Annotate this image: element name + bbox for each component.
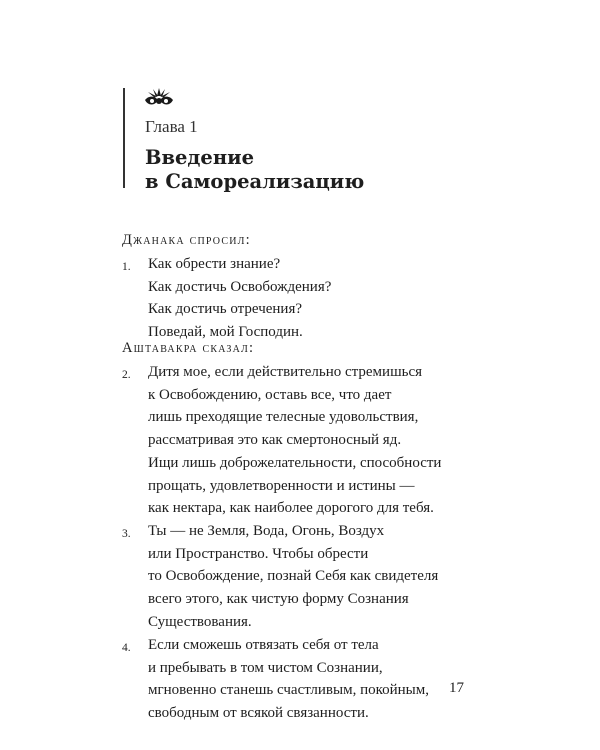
verse-line: то Освобождение, познай Себя как свидетеля [148, 568, 439, 585]
verse-line: свободным от всякой связанности. [148, 705, 369, 722]
chapter-title [145, 146, 364, 194]
verse-line: Как достичь Освобождения? [148, 278, 332, 295]
verse [122, 520, 562, 634]
verse-line: Существования. [148, 613, 252, 630]
verse-line: к Освобождению, оставь все, что дает [148, 386, 392, 403]
verse [122, 634, 562, 725]
verse-number: 1. [122, 261, 131, 273]
chapter-title-line: Введение [145, 146, 254, 169]
verse-line: или Пространство. Чтобы обрести [148, 545, 369, 562]
verse-line: прощать, удовлетворенности и истины — [148, 477, 415, 494]
chapter-margin-rule [123, 88, 125, 188]
verse-line: Ты — не Земля, Вода, Огонь, Воздух [148, 523, 385, 539]
verse-line: как нектара, как наиболее дорогого для тебя. [148, 500, 434, 517]
speaker-heading: Аштавакра сказал: [122, 340, 255, 356]
verse-number: 2. [122, 369, 131, 381]
verse-line: рассматривая это как смертоносный яд. [148, 432, 402, 449]
verse-line: Как достичь отречения? [148, 301, 303, 318]
verse-line: и пребывать в том чистом Сознании, [148, 659, 383, 676]
chapter-title-line: в Самореализацию [145, 170, 365, 193]
verse-number: 4. [122, 642, 131, 654]
verse-line: Как обрести знание? [148, 256, 281, 272]
lotus-ornament-icon [143, 86, 175, 108]
verse-line: мгновенно станешь счастливым, покойным, [148, 682, 430, 699]
verse-line: Если сможешь отвязать себя от тела [148, 637, 379, 653]
verse [122, 361, 562, 520]
verse [122, 253, 562, 344]
page-number: 17 [449, 680, 464, 696]
verse-line: Дитя мое, если действительно стремишься [148, 364, 423, 380]
verse-line: всего этого, как чистую форму Сознания [148, 591, 409, 608]
verse-line: Ищи лишь доброжелательности, способности [148, 454, 442, 471]
speaker-heading: Джанака спросил: [122, 232, 251, 248]
verse-number: 3. [122, 528, 131, 540]
verse-line: Поведай, мой Господин. [148, 324, 303, 341]
verse-line: лишь преходящие телесные удовольствия, [148, 409, 419, 426]
chapter-label: Глава 1 [145, 117, 198, 136]
